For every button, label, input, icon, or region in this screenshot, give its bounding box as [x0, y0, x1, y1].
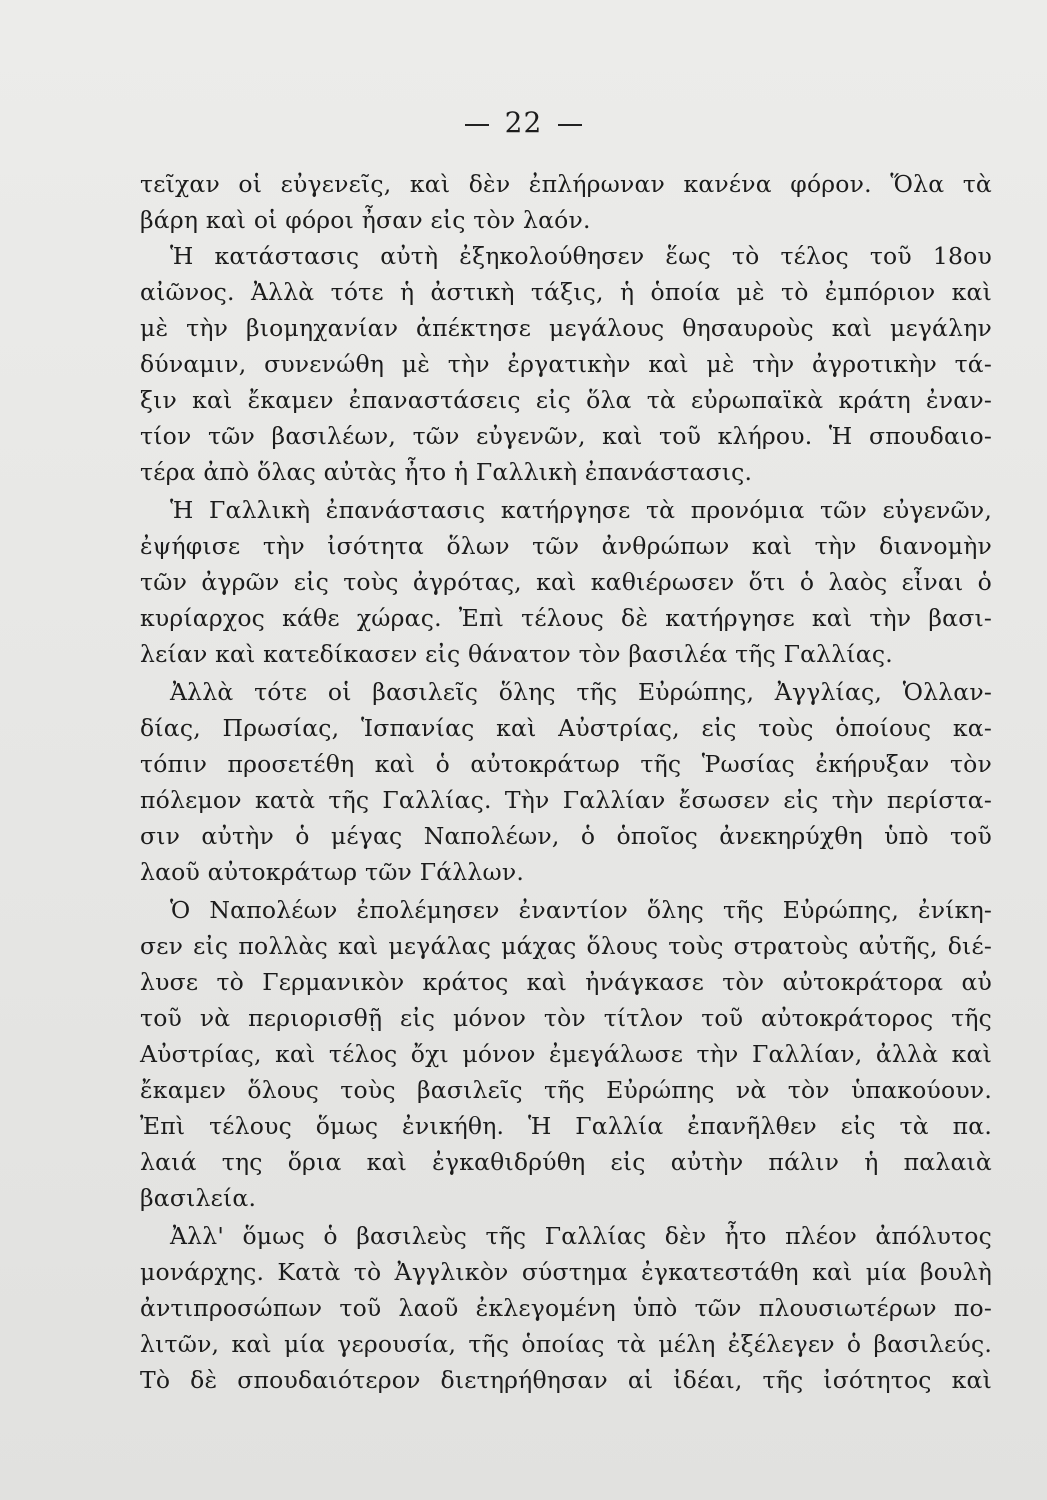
text-line: λιτῶν, καὶ μία γερουσία, τῆς ὁποίας τὰ μέλη ἐξέλεγεν ὁ βασιλεύς.: [140, 1330, 992, 1358]
text-line: δύναμιν, συνενώθη μὲ τὴν ἐργατικὴν καὶ μὲ τὴν ἀγροτικὴν τά-: [140, 350, 992, 378]
text-line: βασιλεία.: [140, 1184, 257, 1212]
page-number-left-dash: [465, 124, 489, 126]
page-number-right-dash: [558, 124, 582, 126]
text-line: λυσε τὸ Γερμανικὸν κράτος καὶ ἠνάγκασε τὸν αὐτοκράτορα αὐ: [140, 968, 992, 996]
text-line: λαιά της ὅρια καὶ ἐγκαθιδρύθη εἰς αὐτὴν πάλιν ἡ παλαιὰ: [140, 1148, 992, 1176]
text-line: τῶν ἀγρῶν εἰς τοὺς ἀγρότας, καὶ καθιέρωσεν ὅτι ὁ λαὸς εἶναι ὁ: [140, 568, 992, 596]
paragraph-start-line: Ὁ Ναπολέων ἐπολέμησεν ἐναντίον ὅλης τῆς Εὐρώπης, ἐνίκη-: [170, 896, 992, 924]
paragraph-start-line: Ἀλλὰ τότε οἱ βασιλεῖς ὅλης τῆς Εὐρώπης, Ἀγγλίας, Ὁλλαν-: [170, 678, 992, 706]
text-line: ἔκαμεν ὅλους τοὺς βασιλεῖς τῆς Εὐρώπης νὰ τὸν ὑπακούουν.: [140, 1076, 992, 1104]
text-line: τεῖχαν οἱ εὐγενεῖς, καὶ δὲν ἐπλήρωναν κανένα φόρον. Ὅλα τὰ: [140, 170, 992, 198]
text-line: βάρη καὶ οἱ φόροι ἦσαν εἰς τὸν λαόν.: [140, 206, 591, 234]
text-line: σεν εἰς πολλὰς καὶ μεγάλας μάχας ὅλους τοὺς στρατοὺς αὐτῆς, διέ-: [140, 932, 992, 960]
text-line: λαοῦ αὐτοκράτωρ τῶν Γάλλων.: [140, 858, 524, 886]
text-line: ἐψήφισε τὴν ἰσότητα ὅλων τῶν ἀνθρώπων καὶ τὴν διανομὴν: [140, 532, 992, 560]
text-line: Ἐπὶ τέλους ὅμως ἐνικήθη. Ἡ Γαλλία ἐπανῆλθεν εἰς τὰ πα.: [140, 1112, 992, 1140]
text-line: μονάρχης. Κατὰ τὸ Ἀγγλικὸν σύστημα ἐγκατεστάθη καὶ μία βουλὴ: [140, 1258, 992, 1286]
body-text: [140, 166, 992, 1398]
text-line: μὲ τὴν βιομηχανίαν ἀπέκτησε μεγάλους θησαυροὺς καὶ μεγάλην: [140, 314, 992, 342]
text-line: τέρα ἀπὸ ὅλας αὐτὰς ἦτο ἡ Γαλλικὴ ἐπανάστασις.: [140, 458, 753, 486]
text-line: λείαν καὶ κατεδίκασεν εἰς θάνατον τὸν βασιλέα τῆς Γαλλίας.: [140, 640, 893, 668]
text-line: τίον τῶν βασιλέων, τῶν εὐγενῶν, καὶ τοῦ κλήρου. Ἡ σπουδαιο-: [140, 422, 992, 450]
text-line: πόλεμον κατὰ τῆς Γαλλίας. Τὴν Γαλλίαν ἔσωσεν εἰς τὴν περίστα-: [140, 786, 992, 814]
text-line: κυρίαρχος κάθε χώρας. Ἐπὶ τέλους δὲ κατήργησε καὶ τὴν βασι-: [140, 604, 992, 632]
text-line: αἰῶνος. Ἀλλὰ τότε ἡ ἀστικὴ τάξις, ἡ ὁποία μὲ τὸ ἐμπόριον καὶ: [140, 278, 992, 306]
text-line: Αὐστρίας, καὶ τέλος ὄχι μόνον ἐμεγάλωσε τὴν Γαλλίαν, ἀλλὰ καὶ: [140, 1040, 992, 1068]
text-line: δίας, Πρωσίας, Ἱσπανίας καὶ Αὐστρίας, εἰς τοὺς ὁποίους κα-: [140, 714, 992, 742]
text-line: ξιν καὶ ἔκαμεν ἐπαναστάσεις εἰς ὅλα τὰ εὐρωπαϊκὰ κράτη ἐναν-: [140, 386, 992, 414]
text-line: τόπιν προσετέθη καὶ ὁ αὐτοκράτωρ τῆς Ῥωσίας ἐκήρυξαν τὸν: [140, 750, 992, 778]
text-line: τοῦ νὰ περιορισθῇ εἰς μόνον τὸν τίτλον τοῦ αὐτοκράτορος τῆς: [140, 1004, 992, 1032]
paragraph-start-line: Ἡ κατάστασις αὐτὴ ἐξηκολούθησεν ἕως τὸ τέλος τοῦ 18ου: [170, 242, 992, 270]
text-line: σιν αὐτὴν ὁ μέγας Ναπολέων, ὁ ὁποῖος ἀνεκηρύχθη ὑπὸ τοῦ: [140, 822, 992, 850]
paragraph-start-line: Ἀλλ' ὅμως ὁ βασιλεὺς τῆς Γαλλίας δὲν ἦτο πλέον ἀπόλυτος: [170, 1222, 992, 1250]
text-line: ἀντιπροσώπων τοῦ λαοῦ ἐκλεγομένη ὑπὸ τῶν πλουσιωτέρων πο-: [140, 1294, 992, 1322]
text-line: Τὸ δὲ σπουδαιότερον διετηρήθησαν αἱ ἰδέαι, τῆς ἰσότητος καὶ: [140, 1366, 992, 1394]
page-number-value: 22: [504, 106, 543, 139]
paragraph-start-line: Ἡ Γαλλικὴ ἐπανάστασις κατήργησε τὰ προνόμια τῶν εὐγενῶν,: [170, 496, 992, 524]
page-number: [0, 106, 1047, 139]
